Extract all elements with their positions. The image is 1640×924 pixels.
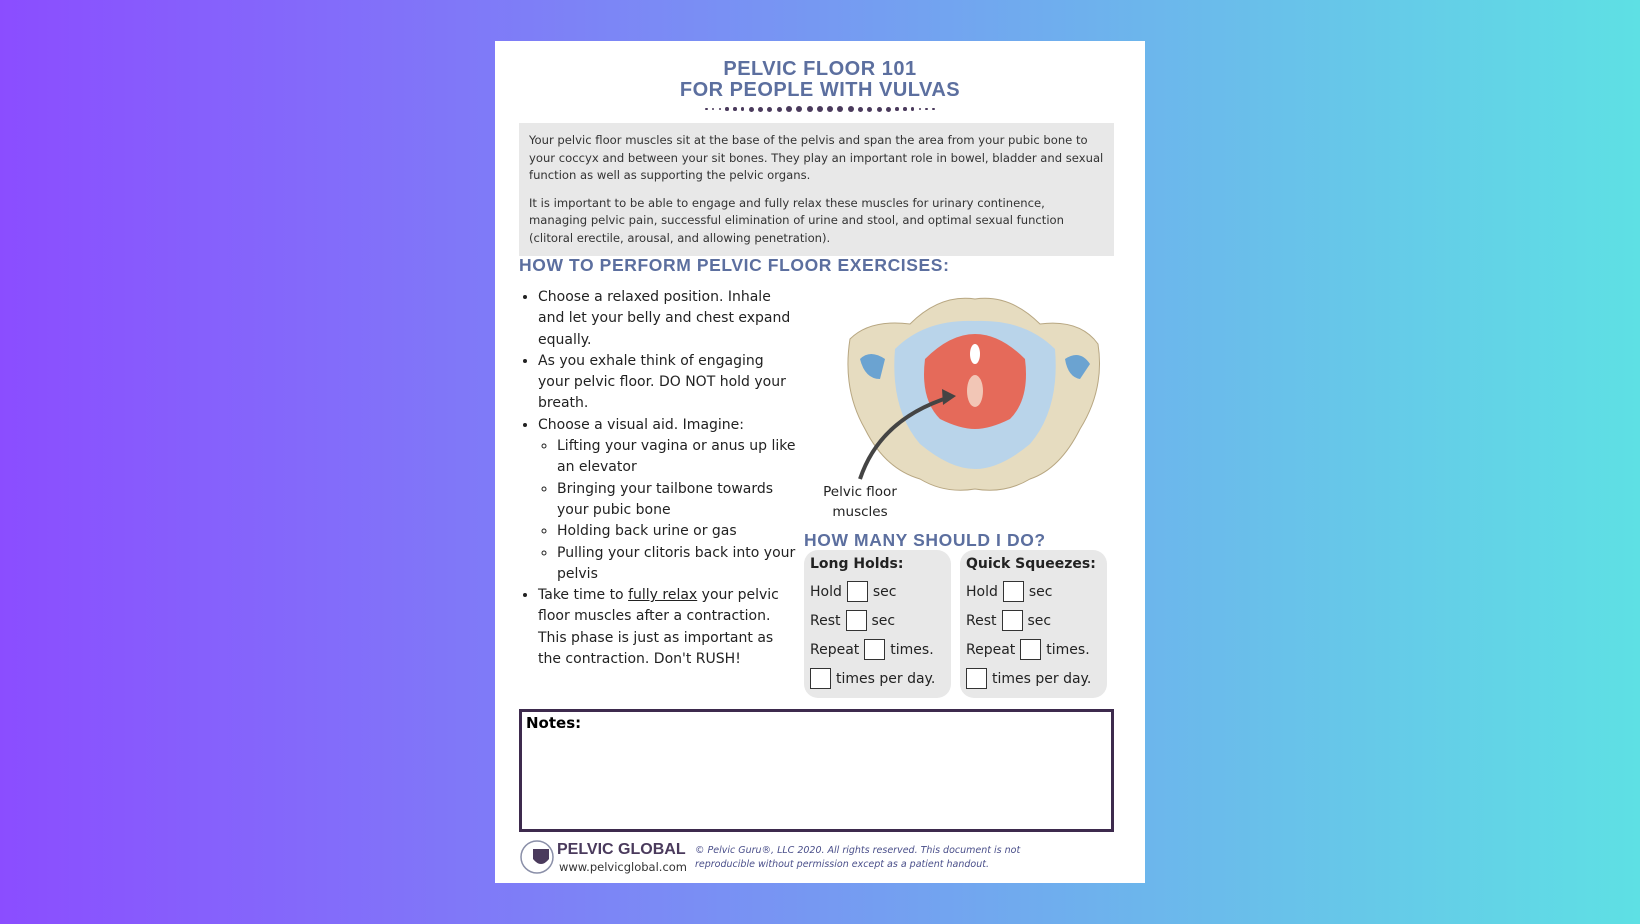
repeat-label: Repeat [810,641,860,658]
dot [807,106,813,112]
dot [932,108,935,111]
long-holds-box [804,550,951,698]
step-text: Take time to [538,587,629,604]
box-title: Quick Squeezes: [966,556,1096,572]
visual-aid-item: ◦ Bringing your tailbone towards your pubic bone [557,479,799,522]
unit-label: times. [890,641,934,658]
dot [758,107,763,112]
rest-label: Rest [966,612,997,629]
notes-field[interactable] [519,709,1114,832]
dot [705,108,708,111]
dot [749,107,754,112]
handout-page [495,41,1145,883]
step-text: Choose a visual aid. Imagine: [538,416,745,433]
unit-label: sec [871,612,896,629]
dot [911,107,915,111]
step-text: your pelvic floor muscles after a contraction. This phase is just as important as the contraction. Don't RUSH! [538,587,779,668]
image-caption: Pelvic floor muscles [823,484,897,520]
visual-aid-item: ◦ Lifting your vagina or anus up like an elevator [557,436,799,479]
intro-paragraph-1: Your pelvic floor muscles sit at the base of the pelvis and span the area from your pubic bone to your coccyx and between your sit bones. They play an important role in bowel, bladder and sexual function as well as supporting the pelvic organs. [529,133,1104,182]
dot [925,108,928,111]
intro-box [519,123,1114,256]
per-day-label: times per day. [992,670,1092,687]
decorative-dots [705,105,935,113]
step-item: • Choose a relaxed position. Inhale and let your belly and chest expand equally. [538,287,799,351]
unit-label: sec [1027,612,1052,629]
title-line-2: FOR PEOPLE WITH VULVAS [679,79,961,101]
dot [786,106,792,112]
rest-seconds-checkbox[interactable] [846,610,867,631]
rest-label: Rest [810,612,841,629]
dot [719,108,722,111]
step-item: • As you exhale think of engaging your pelvic floor. DO NOT hold your breath. [538,351,799,415]
dot [877,107,882,112]
emphasis-text: fully relax [628,587,698,604]
visual-aid-item: ◦ Holding back urine or gas [557,521,799,542]
footer [519,839,1119,875]
per-day-label: times per day. [836,670,936,687]
hold-seconds-checkbox[interactable] [847,581,868,602]
per-day-checkbox[interactable] [810,668,831,689]
dot [817,106,823,112]
rest-seconds-checkbox[interactable] [1002,610,1023,631]
repeat-label: Repeat [966,641,1016,658]
hold-label: Hold [810,583,842,600]
unit-label: sec [1028,583,1053,600]
dot [777,107,782,112]
dot [919,108,922,111]
dot [827,106,833,112]
dot [741,107,745,111]
howto-heading: HOW TO PERFORM PELVIC FLOOR EXERCISES: [519,255,950,275]
copyright-notice [695,844,1020,872]
logo-text: PELVIC GLOBAL [557,841,686,858]
dot [903,107,907,111]
pelvic-global-logo-icon [519,839,559,875]
intro-paragraph-2: It is important to be able to engage and fully relax these muscles for urinary continence, managing pelvic pain, successful elimination of urine and stool, and optimal sexual function (clitoral erectile, arousal, and allowing penetration). [529,195,1064,245]
dot [837,106,843,112]
title-line-1: PELVIC FLOOR 101 [723,58,917,80]
website-link[interactable]: www.pelvicglobal.com [559,860,687,874]
dot [733,107,737,111]
how-many-heading: HOW MANY SHOULD I DO? [804,530,1046,550]
dot [848,106,854,112]
dot [725,107,729,111]
dot [895,107,899,111]
dot [712,108,715,111]
quick-squeezes-box [960,550,1107,698]
dot [886,107,891,112]
unit-label: sec [872,583,897,600]
visual-aid-item: ◦ Pulling your clitoris back into your pelvis [557,543,799,586]
dot [867,107,872,112]
exercise-steps [519,287,799,670]
step-item [538,585,799,670]
hold-label: Hold [966,583,998,600]
dot [767,107,772,112]
notes-label: Notes: [526,714,582,732]
copyright-line: reproducible without permission except as a patient handout. [695,859,989,870]
page-title [495,59,1145,101]
dot [796,106,802,112]
step-item [538,415,799,585]
unit-label: times. [1046,641,1090,658]
dot [858,107,863,112]
per-day-checkbox[interactable] [966,668,987,689]
hold-seconds-checkbox[interactable] [1003,581,1024,602]
copyright-line: © Pelvic Guru®, LLC 2020. All rights reserved. This document is not [695,845,1021,856]
repeat-times-checkbox[interactable] [864,639,885,660]
pelvic-floor-illustration [830,279,1115,501]
box-title: Long Holds: [810,556,904,572]
repeat-times-checkbox[interactable] [1020,639,1041,660]
